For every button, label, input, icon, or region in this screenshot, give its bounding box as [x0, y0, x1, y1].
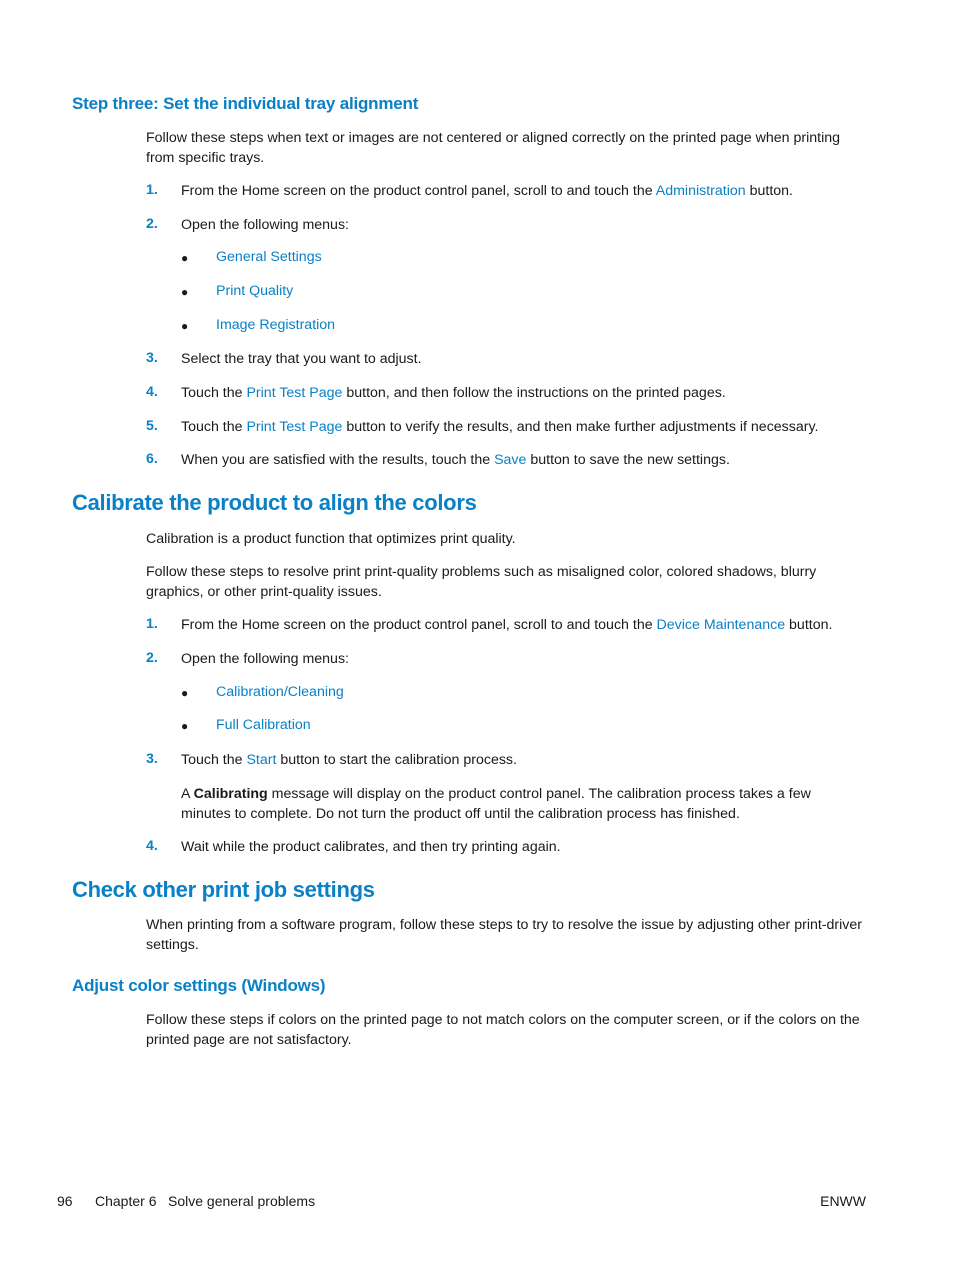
step-text-part: Touch the [181, 385, 247, 401]
step-text-part: button, and then follow the instructions on the printed pages. [342, 385, 726, 401]
start-link[interactable]: Start [246, 752, 277, 768]
print-test-page-link[interactable]: Print Test Page [246, 419, 343, 435]
step-number: 6. [146, 451, 158, 467]
step-text-part: button to start the calibration process. [276, 752, 517, 768]
step-number: 3. [146, 751, 158, 767]
print-test-page-link[interactable]: Print Test Page [246, 385, 343, 401]
step-text: Select the tray that you want to adjust. [181, 351, 422, 367]
step-text [181, 384, 871, 404]
step-text-part: button. [785, 617, 833, 633]
step-text [181, 418, 871, 438]
chapter-label: Chapter 6 [95, 1193, 157, 1209]
section-heading-color-settings: Adjust color settings (Windows) [72, 976, 326, 995]
paragraph: Follow these steps to resolve print print-quality problems such as misaligned color, colored shadows, blurry graphics, or other print-quality issues. [146, 564, 817, 600]
section-heading-print-job: Check other print job settings [72, 877, 375, 902]
bullet-icon: ● [181, 285, 189, 299]
step-text-part: From the Home screen on the product control panel, scroll to and touch the [181, 617, 657, 633]
menu-link-image-registration[interactable]: Image Registration [216, 317, 336, 333]
chapter-title: Solve general problems [168, 1193, 316, 1209]
bullet-icon: ● [181, 251, 189, 265]
step-text [181, 751, 871, 771]
page-number: 96 [57, 1193, 73, 1209]
step-text [181, 182, 871, 202]
paragraph: Calibration is a product function that optimizes print quality. [146, 531, 516, 547]
step-text-part: When you are satisfied with the results, touch the [181, 452, 495, 468]
paragraph: When printing from a software program, follow these steps to try to resolve the issue by adjusting other print-driver settings. [146, 917, 863, 953]
menu-link-general-settings[interactable]: General Settings [216, 249, 322, 265]
step-number: 2. [146, 216, 158, 232]
save-link[interactable]: Save [494, 452, 527, 468]
step-text: Wait while the product calibrates, and then try printing again. [181, 839, 561, 855]
step-number: 1. [146, 616, 158, 632]
paragraph: Follow these steps if colors on the printed page to not match colors on the computer screen, or if the colors on the printed page are not satisfactory. [146, 1012, 860, 1048]
menu-link-calibration-cleaning[interactable]: Calibration/Cleaning [216, 684, 344, 700]
menu-link-print-quality[interactable]: Print Quality [216, 283, 294, 299]
calibrating-note [181, 785, 861, 824]
doc-code: ENWW [820, 1193, 866, 1209]
section-heading-tray-alignment: Step three: Set the individual tray alignment [72, 94, 419, 113]
step-number: 3. [146, 350, 158, 366]
step-text-part: Touch the [181, 752, 247, 768]
step-number: 1. [146, 182, 158, 198]
step-number: 4. [146, 384, 158, 400]
calibrating-term: Calibrating [193, 786, 268, 802]
bullet-icon: ● [181, 319, 189, 333]
note-text: A [181, 786, 194, 802]
step-text-part: Touch the [181, 419, 247, 435]
menu-link-full-calibration[interactable]: Full Calibration [216, 717, 311, 733]
bullet-icon: ● [181, 719, 189, 733]
bullet-icon: ● [181, 686, 189, 700]
note-text: message will display on the product control panel. The calibration process takes a few minutes to complete. Do not turn the product off until the calibration process has finished. [181, 786, 811, 822]
step-text-part: button to save the new settings. [526, 452, 730, 468]
step-text: Open the following menus: [181, 217, 349, 233]
device-maintenance-link[interactable]: Device Maintenance [656, 617, 786, 633]
step-text [181, 616, 871, 636]
step-text-part: button. [745, 183, 794, 199]
paragraph: Follow these steps when text or images are not centered or aligned correctly on the printed page when printing from specific trays. [146, 130, 841, 166]
step-number: 4. [146, 838, 158, 854]
step-text: Open the following menus: [181, 651, 349, 667]
step-number: 5. [146, 418, 158, 434]
step-text-part: button to verify the results, and then make further adjustments if necessary. [342, 419, 819, 435]
step-text-part: From the Home screen on the product control panel, scroll to and touch the [181, 183, 656, 199]
administration-link[interactable]: Administration [655, 183, 746, 199]
step-text [181, 451, 871, 471]
section-heading-calibrate: Calibrate the product to align the colors [72, 490, 477, 515]
step-number: 2. [146, 650, 158, 666]
